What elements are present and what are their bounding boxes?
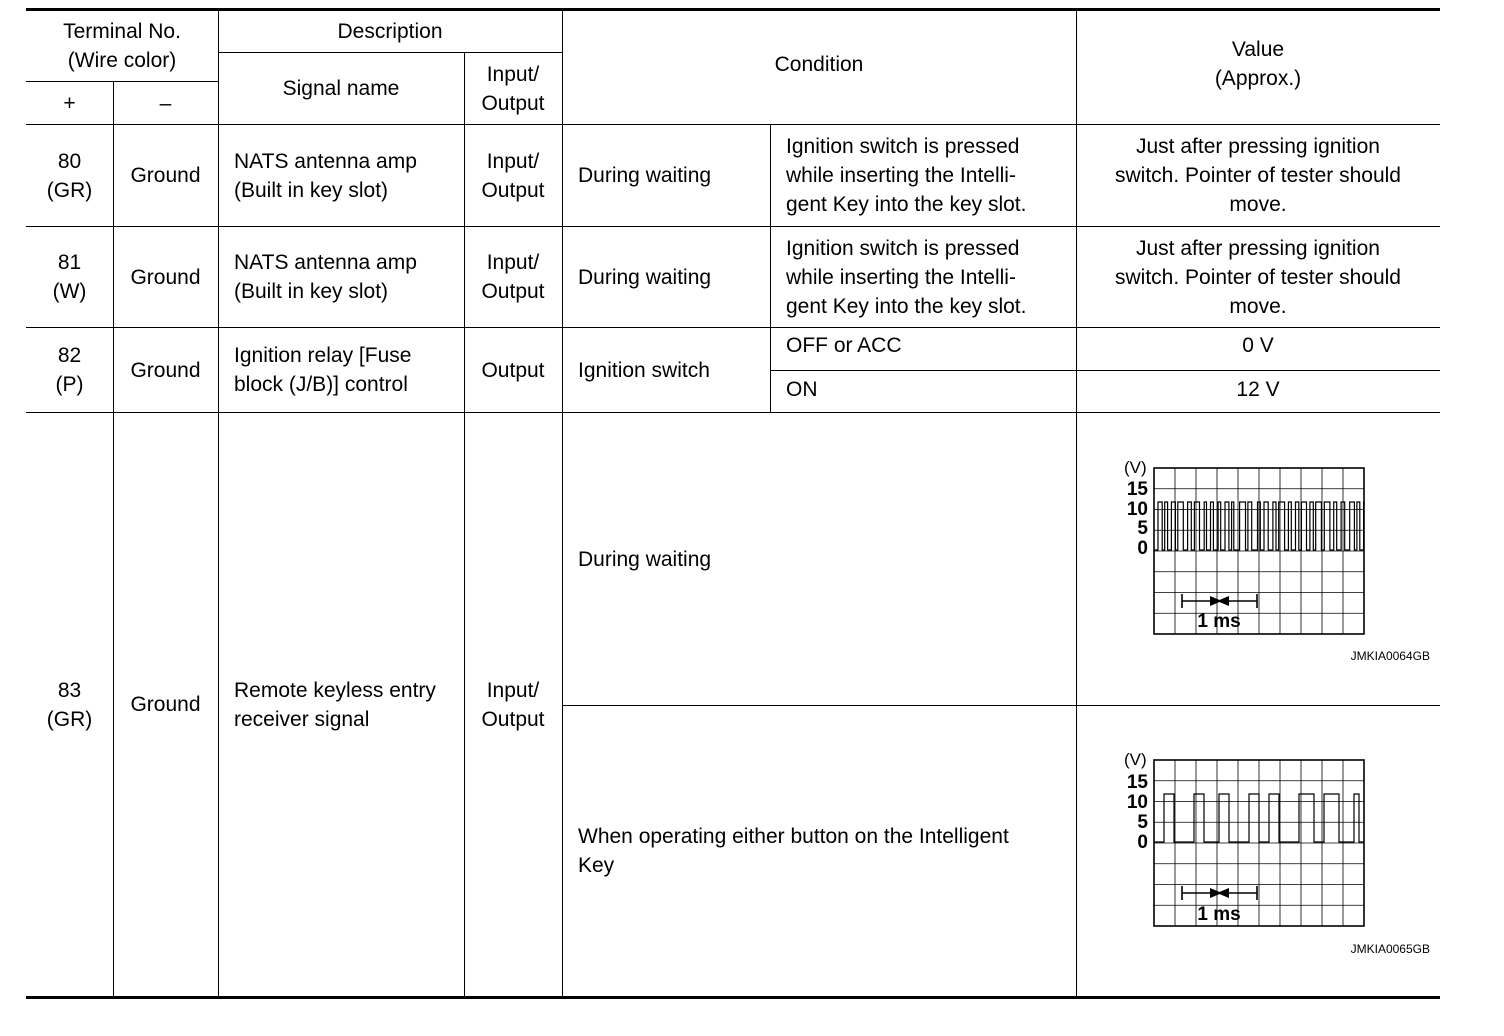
- signal-name: Ignition relay [Fuse block (J/B)] control: [234, 344, 412, 396]
- scope-tick-15: 15: [1126, 772, 1148, 793]
- sub-condition: Ignition switch is pressed while inserting the Intelli- gent Key into the key slot.: [786, 236, 1027, 318]
- header-condition: Condition: [774, 52, 864, 76]
- io-type: Input/ Output: [481, 678, 545, 731]
- sub-condition: Ignition switch is pressed while inserting the Intelli- gent Key into the key slot.: [786, 135, 1027, 216]
- condition: During waiting: [578, 547, 712, 571]
- header-io: Input/ Output: [481, 62, 545, 115]
- condition: Ignition switch: [578, 358, 710, 382]
- io-type: Input/ Output: [481, 251, 545, 303]
- scope-grid: [1154, 468, 1364, 634]
- scope-tick-10: 10: [1126, 499, 1148, 520]
- table-bottom-border: [26, 996, 1440, 999]
- condition: During waiting: [578, 265, 712, 289]
- signal-name: NATS antenna amp (Built in key slot): [234, 251, 417, 303]
- condition: When operating either button on the Intelligent Key: [578, 825, 1009, 877]
- terminal-minus: Ground: [130, 693, 201, 716]
- scope-tick-5: 5: [1137, 518, 1148, 539]
- header-value: Value (Approx.): [1214, 38, 1302, 90]
- terminal-minus: Ground: [130, 358, 201, 382]
- io-type: Output: [481, 358, 545, 382]
- terminal-minus: Ground: [130, 265, 201, 289]
- scope-tick-5: 5: [1137, 812, 1148, 833]
- sub-condition: ON: [786, 378, 818, 401]
- header-plus: +: [63, 91, 76, 115]
- header-description: Description: [337, 19, 443, 43]
- scope-unit: (V): [1124, 458, 1147, 477]
- terminal-plus: 83 (GR): [46, 678, 93, 731]
- sub-condition: OFF or ACC: [786, 333, 902, 357]
- scope-tick-15: 15: [1126, 479, 1148, 500]
- header-minus: –: [159, 91, 172, 115]
- terminal-plus: 80 (GR): [46, 149, 93, 202]
- scope-timebase: 1 ms: [1197, 904, 1241, 925]
- scope-timebase: 1 ms: [1197, 611, 1241, 632]
- scope-tick-0: 0: [1137, 832, 1148, 853]
- value: 0 V: [1242, 333, 1274, 357]
- figure-code: JMKIA0065GB: [1350, 942, 1430, 956]
- value: 12 V: [1236, 378, 1280, 401]
- scope-tick-0: 0: [1137, 538, 1148, 559]
- figure-code: JMKIA0064GB: [1350, 649, 1430, 663]
- terminal-plus: 81 (W): [52, 251, 87, 303]
- value: Just after pressing ignition switch. Pointer of tester should move.: [1115, 236, 1401, 318]
- header-terminal-no: Terminal No. (Wire color): [63, 19, 181, 72]
- condition: During waiting: [578, 164, 712, 187]
- terminal-plus: 82 (P): [55, 344, 84, 396]
- terminal-minus: Ground: [130, 164, 201, 187]
- timebase-arrowhead: [1217, 888, 1229, 898]
- timebase-arrowhead: [1217, 596, 1229, 606]
- value: Just after pressing ignition switch. Pointer of tester should move.: [1115, 135, 1401, 216]
- header-signal-name: Signal name: [282, 77, 400, 100]
- io-type: Input/ Output: [481, 149, 545, 202]
- scope-grid: [1154, 760, 1364, 926]
- scope-unit: (V): [1124, 750, 1147, 769]
- scope-tick-10: 10: [1126, 792, 1148, 813]
- oscilloscope-waveform: [1110, 452, 1440, 668]
- signal-name: Remote keyless entry receiver signal: [234, 678, 436, 731]
- oscilloscope-waveform: [1110, 744, 1440, 960]
- signal-name: NATS antenna amp (Built in key slot): [234, 149, 417, 202]
